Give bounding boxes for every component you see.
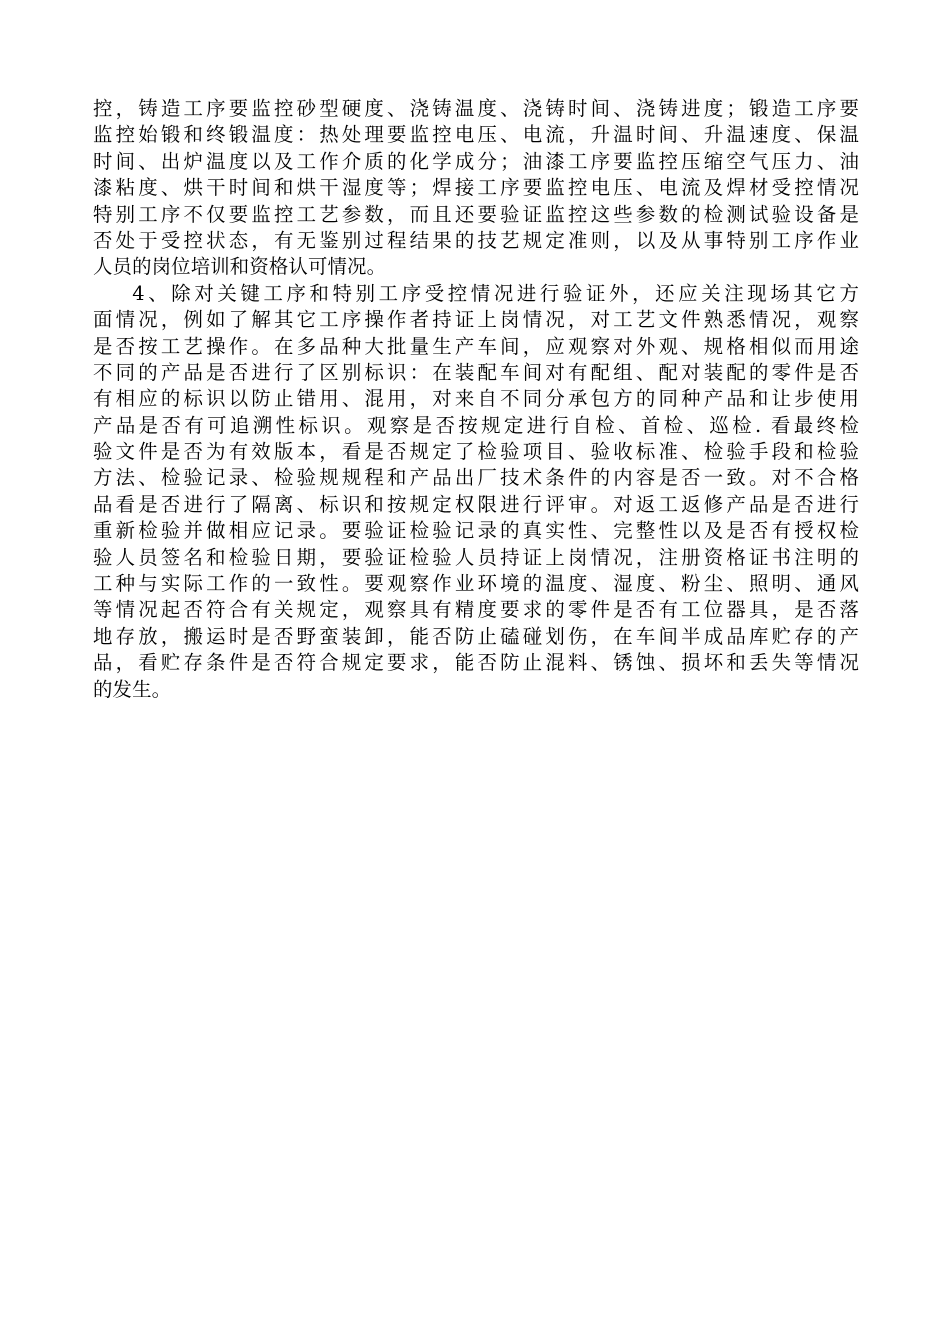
text-line: 重新检验并做相应记录。要验证检验记录的真实性、完整性以及是否有授权检 [93, 519, 859, 543]
document-page [93, 96, 859, 703]
text-line: 4、除对关键工序和特别工序受控情况进行验证外，还应关注现场其它方 [93, 281, 859, 305]
text-line: 面情况，例如了解其它工序操作者持证上岗情况，对工艺文件熟悉情况，观察 [93, 308, 859, 332]
text-line: 时间、出炉温度以及工作介质的化学成分；油漆工序要监控压缩空气压力、油 [93, 149, 859, 173]
text-line: 工种与实际工作的一致性。要观察作业环境的温度、湿度、粉尘、照明、通风 [93, 572, 859, 596]
text-line: 否处于受控状态，有无鉴别过程结果的技艺规定准则，以及从事特别工序作业 [93, 228, 859, 252]
text-line: 品，看贮存条件是否符合规定要求，能否防止混料、锈蚀、损坏和丢失等情况 [93, 651, 859, 675]
text-line: 产品是否有可追溯性标识。观察是否按规定进行自检、首检、巡检. 看最终检 [93, 413, 859, 437]
text-line: 方法、检验记录、检验规规程和产品出厂技术条件的内容是否一致。对不合格 [93, 466, 859, 490]
paragraph-1 [93, 96, 859, 281]
text-line: 品看是否进行了隔离、标识和按规定权限进行评审。对返工返修产品是否进行 [93, 492, 859, 516]
text-line: 人员的岗位培训和资格认可情况。 [93, 255, 387, 279]
text-line: 等情况起否符合有关规定，观察具有精度要求的零件是否有工位器具，是否落 [93, 598, 859, 622]
text-line: 是否按工艺操作。在多品种大批量生产车间，应观察对外观、规格相似而用途 [93, 334, 859, 358]
text-line: 监控始锻和终锻温度：热处理要监控电压、电流，升温时间、升温速度、保温 [93, 123, 859, 147]
text-line: 特别工序不仅要监控工艺参数，而且还要验证监控这些参数的检测试验设备是 [93, 202, 859, 226]
text-line: 漆粘度、烘干时间和烘干湿度等；焊接工序要监控电压、电流及焊材受控情况 [93, 176, 859, 200]
text-line: 地存放，搬运时是否野蛮装卸，能否防止磕碰划伤，在车间半成品库贮存的产 [93, 624, 859, 648]
text-line: 不同的产品是否进行了区别标识：在装配车间对有配组、配对装配的零件是否 [93, 360, 859, 384]
text-line: 验文件是否为有效版本，看是否规定了检验项目、验收标准、检验手段和检验 [93, 440, 859, 464]
text-line: 控，铸造工序要监控砂型硬度、浇铸温度、浇铸时间、浇铸进度；锻造工序要 [93, 97, 859, 120]
text-line: 验人员签名和检验日期，要验证检验人员持证上岗情况，注册资格证书注明的 [93, 545, 859, 569]
text-line: 有相应的标识以防止错用、混用，对来自不同分承包方的同种产品和让步使用 [93, 387, 859, 411]
text-line: 的发生。 [93, 677, 172, 701]
paragraph-2 [93, 281, 859, 703]
